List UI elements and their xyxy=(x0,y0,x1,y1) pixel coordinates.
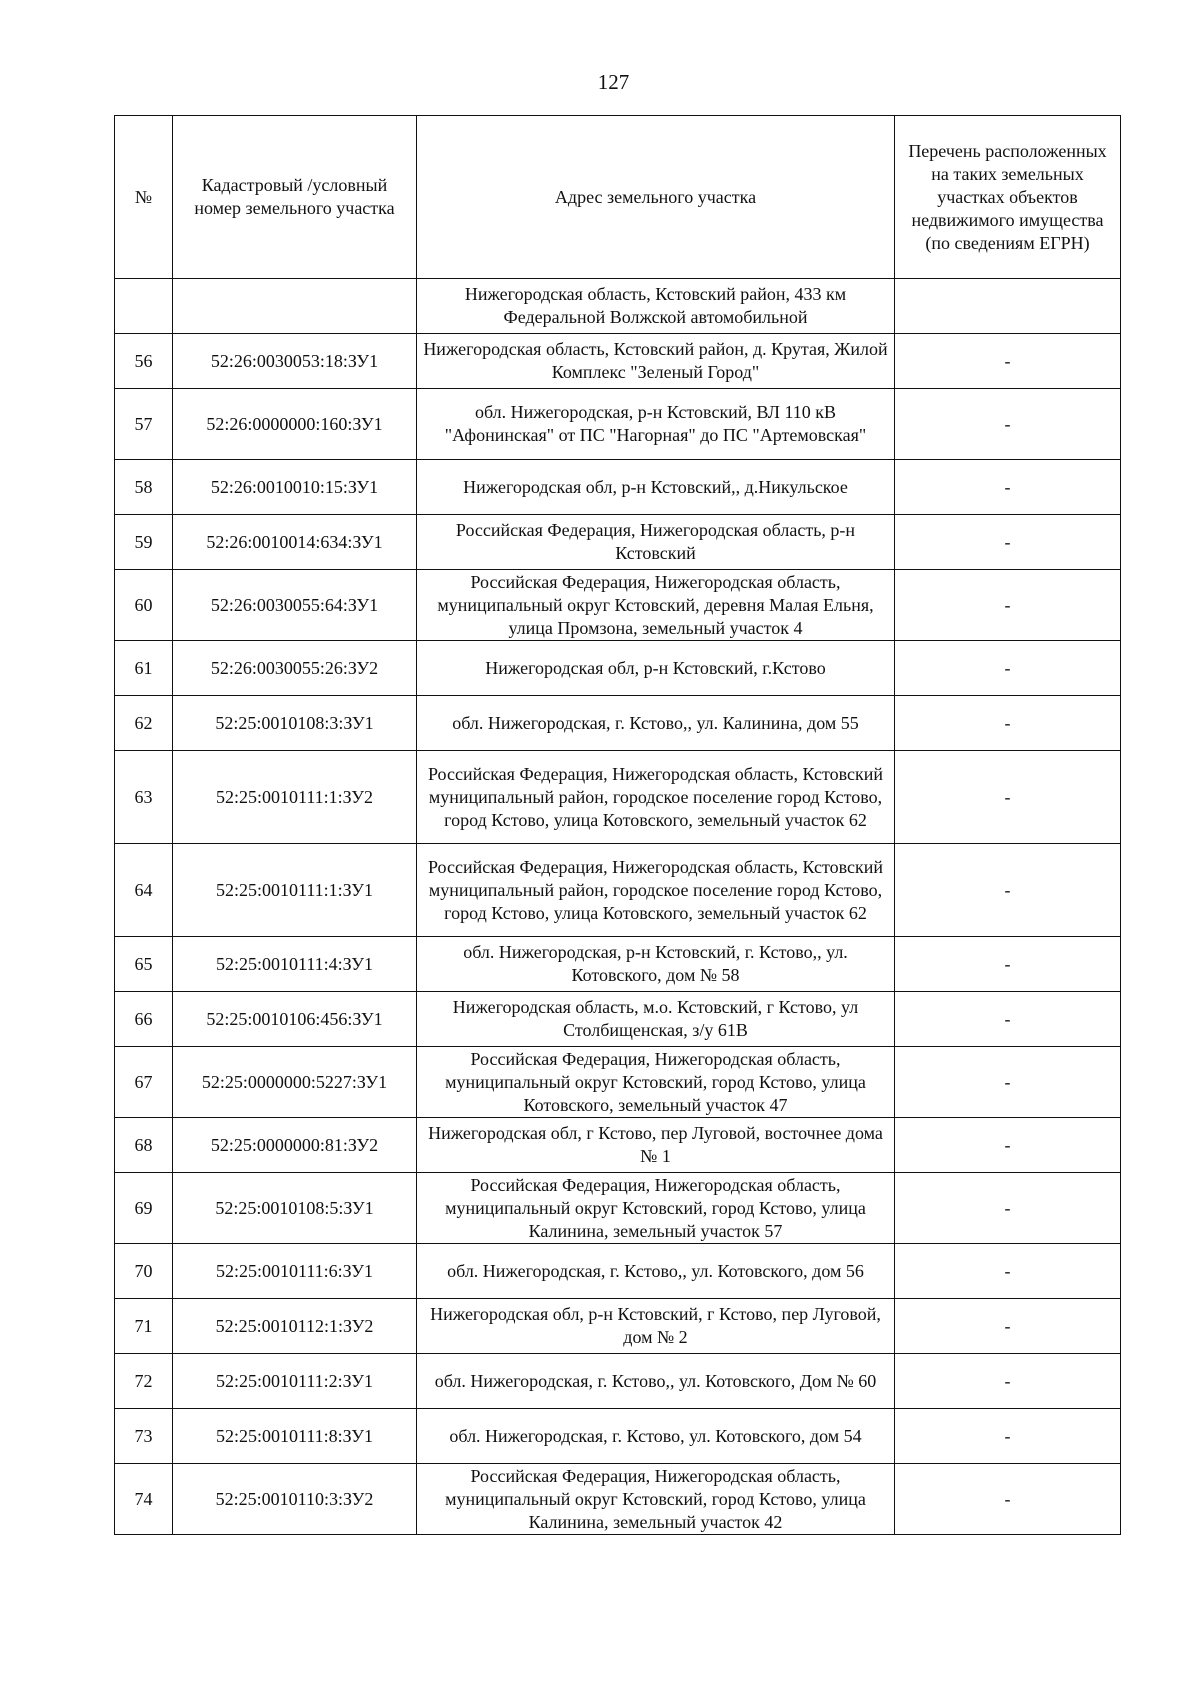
cell-cadastral-number: 52:25:0010112:1:ЗУ2 xyxy=(173,1299,417,1354)
cell-cadastral-number: 52:25:0010111:6:ЗУ1 xyxy=(173,1244,417,1299)
cell-cadastral-number xyxy=(173,279,417,334)
table-row xyxy=(115,1244,1121,1299)
table-row xyxy=(115,1047,1121,1118)
header-number: № xyxy=(115,116,173,279)
table-row xyxy=(115,751,1121,844)
cell-number: 58 xyxy=(115,460,173,515)
cell-number xyxy=(115,279,173,334)
cell-objects: - xyxy=(895,1354,1121,1409)
table-row xyxy=(115,992,1121,1047)
cell-number: 56 xyxy=(115,334,173,389)
cell-objects: - xyxy=(895,1047,1121,1118)
cell-objects: - xyxy=(895,1299,1121,1354)
cell-cadastral-number: 52:25:0010111:8:ЗУ1 xyxy=(173,1409,417,1464)
table-row xyxy=(115,1299,1121,1354)
cell-address: Российская Федерация, Нижегородская область, муниципальный округ Кстовский, город Кстово, улица Калинина, земельный участок 42 xyxy=(417,1464,895,1535)
cell-address: Нижегородская обл, р-н Кстовский, г Кстово, пер Луговой, дом № 2 xyxy=(417,1299,895,1354)
table-row xyxy=(115,1409,1121,1464)
table-row xyxy=(115,641,1121,696)
cell-address: Нижегородская обл, р-н Кстовский,, д.Никульское xyxy=(417,460,895,515)
cell-number: 64 xyxy=(115,844,173,937)
cell-number: 67 xyxy=(115,1047,173,1118)
cell-objects xyxy=(895,279,1121,334)
cell-objects: - xyxy=(895,1118,1121,1173)
cell-cadastral-number: 52:25:0000000:81:ЗУ2 xyxy=(173,1118,417,1173)
header-address: Адрес земельного участка xyxy=(417,116,895,279)
cell-cadastral-number: 52:26:0000000:160:ЗУ1 xyxy=(173,389,417,460)
cell-number: 74 xyxy=(115,1464,173,1535)
cell-objects: - xyxy=(895,751,1121,844)
table-row xyxy=(115,334,1121,389)
cell-cadastral-number: 52:26:0010010:15:ЗУ1 xyxy=(173,460,417,515)
table-row xyxy=(115,844,1121,937)
cell-cadastral-number: 52:26:0030055:64:ЗУ1 xyxy=(173,570,417,641)
cell-number: 63 xyxy=(115,751,173,844)
header-real-estate-objects: Перечень расположенных на таких земельных участках объектов недвижимого имущества (по сведениям ЕГРН) xyxy=(895,116,1121,279)
cell-objects: - xyxy=(895,641,1121,696)
cell-address: Российская Федерация, Нижегородская область, р-н Кстовский xyxy=(417,515,895,570)
cell-address: Нижегородская обл, г Кстово, пер Луговой, восточнее дома № 1 xyxy=(417,1118,895,1173)
cell-cadastral-number: 52:26:0030053:18:ЗУ1 xyxy=(173,334,417,389)
cell-number: 68 xyxy=(115,1118,173,1173)
cell-address: Нижегородская область, Кстовский район, д. Крутая, Жилой Комплекс "Зеленый Город" xyxy=(417,334,895,389)
page-number: 127 xyxy=(597,70,630,94)
cell-number: 66 xyxy=(115,992,173,1047)
cell-objects: - xyxy=(895,389,1121,460)
cell-number: 69 xyxy=(115,1173,173,1244)
table-row xyxy=(115,1173,1121,1244)
cell-address: Нижегородская область, м.о. Кстовский, г Кстово, ул Столбищенская, з/у 61В xyxy=(417,992,895,1047)
cell-cadastral-number: 52:25:0010111:4:ЗУ1 xyxy=(173,937,417,992)
cell-address: обл. Нижегородская, р-н Кстовский, г. Кстово,, ул. Котовского, дом № 58 xyxy=(417,937,895,992)
cell-number: 57 xyxy=(115,389,173,460)
cell-number: 70 xyxy=(115,1244,173,1299)
cell-objects: - xyxy=(895,1464,1121,1535)
cell-objects: - xyxy=(895,992,1121,1047)
cell-cadastral-number: 52:25:0010111:1:ЗУ1 xyxy=(173,844,417,937)
table-row xyxy=(115,696,1121,751)
cell-number: 60 xyxy=(115,570,173,641)
cell-address: обл. Нижегородская, г. Кстово, ул. Котовского, дом 54 xyxy=(417,1409,895,1464)
land-plots-table xyxy=(114,115,1121,1535)
table-row xyxy=(115,937,1121,992)
cell-number: 62 xyxy=(115,696,173,751)
table-row xyxy=(115,389,1121,460)
cell-cadastral-number: 52:25:0010106:456:ЗУ1 xyxy=(173,992,417,1047)
cell-number: 72 xyxy=(115,1354,173,1409)
cell-address: обл. Нижегородская, р-н Кстовский, ВЛ 110 кВ "Афонинская" от ПС "Нагорная" до ПС "Артемовская" xyxy=(417,389,895,460)
cell-objects: - xyxy=(895,1173,1121,1244)
cell-cadastral-number: 52:25:0000000:5227:ЗУ1 xyxy=(173,1047,417,1118)
cell-objects: - xyxy=(895,844,1121,937)
table-row xyxy=(115,570,1121,641)
cell-cadastral-number: 52:25:0010108:3:ЗУ1 xyxy=(173,696,417,751)
table-row xyxy=(115,1118,1121,1173)
table-header-row xyxy=(115,116,1121,279)
table-row xyxy=(115,1354,1121,1409)
cell-address: Российская Федерация, Нижегородская область, Кстовский муниципальный район, городское поселение город Кстово, город Кстово, улица Котовского, земельный участок 62 xyxy=(417,751,895,844)
cell-objects: - xyxy=(895,1409,1121,1464)
cell-address: Нижегородская область, Кстовский район, 433 км Федеральной Волжской автомобильной xyxy=(417,279,895,334)
cell-cadastral-number: 52:25:0010110:3:ЗУ2 xyxy=(173,1464,417,1535)
cell-address: обл. Нижегородская, г. Кстово,, ул. Котовского, дом 56 xyxy=(417,1244,895,1299)
cell-objects: - xyxy=(895,570,1121,641)
cell-objects: - xyxy=(895,696,1121,751)
cell-address: обл. Нижегородская, г. Кстово,, ул. Котовского, Дом № 60 xyxy=(417,1354,895,1409)
cell-objects: - xyxy=(895,334,1121,389)
cell-address: Нижегородская обл, р-н Кстовский, г.Кстово xyxy=(417,641,895,696)
table-row xyxy=(115,279,1121,334)
cell-address: Российская Федерация, Нижегородская область, муниципальный округ Кстовский, город Кстово, улица Калинина, земельный участок 57 xyxy=(417,1173,895,1244)
cell-objects: - xyxy=(895,937,1121,992)
cell-number: 71 xyxy=(115,1299,173,1354)
cell-number: 73 xyxy=(115,1409,173,1464)
table-row xyxy=(115,515,1121,570)
cell-address: Российская Федерация, Нижегородская область, муниципальный округ Кстовский, город Кстово, улица Котовского, земельный участок 47 xyxy=(417,1047,895,1118)
cell-cadastral-number: 52:25:0010111:2:ЗУ1 xyxy=(173,1354,417,1409)
table-row xyxy=(115,1464,1121,1535)
cell-objects: - xyxy=(895,460,1121,515)
cell-address: обл. Нижегородская, г. Кстово,, ул. Калинина, дом 55 xyxy=(417,696,895,751)
cell-address: Российская Федерация, Нижегородская область, Кстовский муниципальный район, городское поселение город Кстово, город Кстово, улица Котовского, земельный участок 62 xyxy=(417,844,895,937)
cell-number: 61 xyxy=(115,641,173,696)
table-row xyxy=(115,460,1121,515)
cell-cadastral-number: 52:25:0010111:1:ЗУ2 xyxy=(173,751,417,844)
cell-cadastral-number: 52:26:0030055:26:ЗУ2 xyxy=(173,641,417,696)
cell-number: 59 xyxy=(115,515,173,570)
cell-objects: - xyxy=(895,1244,1121,1299)
cell-number: 65 xyxy=(115,937,173,992)
cell-cadastral-number: 52:25:0010108:5:ЗУ1 xyxy=(173,1173,417,1244)
cell-address: Российская Федерация, Нижегородская область, муниципальный округ Кстовский, деревня Малая Ельня, улица Промзона, земельный участок 4 xyxy=(417,570,895,641)
cell-cadastral-number: 52:26:0010014:634:ЗУ1 xyxy=(173,515,417,570)
header-cadastral-number: Кадастровый /условный номер земельного участка xyxy=(173,116,417,279)
cell-objects: - xyxy=(895,515,1121,570)
